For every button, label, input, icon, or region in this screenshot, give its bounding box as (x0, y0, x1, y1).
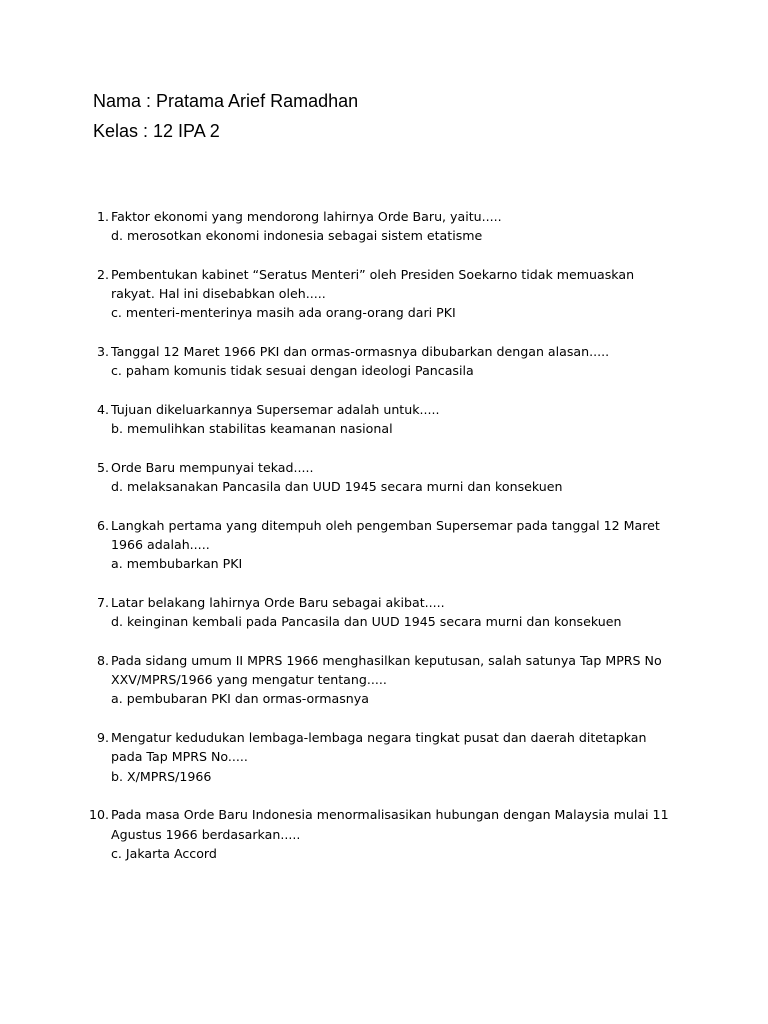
question-number: 5. (96, 459, 109, 475)
question-body (111, 651, 671, 709)
question-body (111, 805, 671, 863)
question-body (111, 593, 671, 632)
question-number: 6. (96, 517, 109, 533)
question-item (0, 516, 768, 574)
question-text: Pembentukan kabinet “Seratus Menteri” oleh Presiden Soekarno tidak memuaskan (111, 266, 635, 282)
question-list (0, 207, 768, 882)
question-item (0, 265, 768, 323)
question-item (0, 458, 768, 497)
question-text: XXV/MPRS/1966 yang mengatur tentang..... (111, 672, 387, 688)
question-text: Faktor ekonomi yang mendorong lahirnya Orde Baru, yaitu..... (111, 209, 502, 224)
answer-text: d. melaksanakan Pancasila dan UUD 1945 secara murni dan konsekuen (111, 479, 563, 495)
question-text: Tujuan dikeluarkannya Supersemar adalah untuk..... (111, 401, 440, 417)
question-number: 7. (96, 594, 109, 610)
question-text: Pada sidang umum II MPRS 1966 menghasilkan keputusan, salah satunya Tap MPRS No (111, 652, 662, 668)
answer-text: a. membubarkan PKI (111, 556, 243, 572)
answer-text: c. paham komunis tidak sesuai dengan ideologi Pancasila (111, 363, 474, 379)
student-header (93, 86, 358, 146)
answer-text: b. memulihkan stabilitas keamanan nasional (111, 421, 393, 437)
student-name: Nama : Pratama Arief Ramadhan (93, 91, 359, 111)
question-item (0, 342, 768, 381)
question-number: 9. (96, 730, 109, 746)
question-body (111, 458, 671, 497)
question-body (111, 516, 671, 574)
question-body (111, 207, 671, 246)
question-text: Mengatur kedudukan lembaga-lembaga negara tingkat pusat dan daerah ditetapkan (111, 730, 647, 746)
question-item (0, 651, 768, 709)
question-text: Orde Baru mempunyai tekad..... (111, 459, 314, 475)
question-item (0, 593, 768, 632)
answer-text: a. pembubaran PKI dan ormas-ormasnya (111, 691, 369, 707)
question-item (0, 207, 768, 246)
answer-text: c. menteri-menterinya masih ada orang-orang dari PKI (111, 305, 456, 321)
question-item (0, 805, 768, 863)
question-body (111, 728, 671, 786)
question-text: Latar belakang lahirnya Orde Baru sebagai akibat..... (111, 594, 445, 610)
question-body (111, 342, 671, 381)
question-text: pada Tap MPRS No..... (111, 749, 248, 765)
question-text: 1966 adalah..... (111, 537, 210, 553)
answer-text: c. Jakarta Accord (111, 845, 217, 861)
question-number: 1. (96, 209, 109, 224)
question-text: Agustus 1966 berdasarkan..... (111, 826, 301, 842)
question-item (0, 728, 768, 786)
student-class: Kelas : 12 IPA 2 (93, 121, 220, 141)
question-number: 10. (88, 807, 109, 823)
question-text: rakyat. Hal ini disebabkan oleh..... (111, 286, 326, 302)
question-number: 4. (96, 401, 109, 417)
answer-text: d. merosotkan ekonomi indonesia sebagai sistem etatisme (111, 228, 483, 244)
question-text: Langkah pertama yang ditempuh oleh pengemban Supersemar pada tanggal 12 Maret (111, 517, 660, 533)
answer-text: b. X/MPRS/1966 (111, 768, 212, 784)
question-number: 8. (96, 652, 109, 668)
question-number: 2. (96, 266, 109, 282)
question-item (0, 400, 768, 439)
question-text: Tanggal 12 Maret 1966 PKI dan ormas-ormasnya dibubarkan dengan alasan..... (111, 344, 610, 360)
question-text: Pada masa Orde Baru Indonesia menormalisasikan hubungan dengan Malaysia mulai 11 (111, 807, 669, 823)
question-number: 3. (96, 344, 109, 360)
question-body (111, 265, 671, 323)
answer-text: d. keinginan kembali pada Pancasila dan UUD 1945 secara murni dan konsekuen (111, 614, 622, 630)
question-body (111, 400, 671, 439)
